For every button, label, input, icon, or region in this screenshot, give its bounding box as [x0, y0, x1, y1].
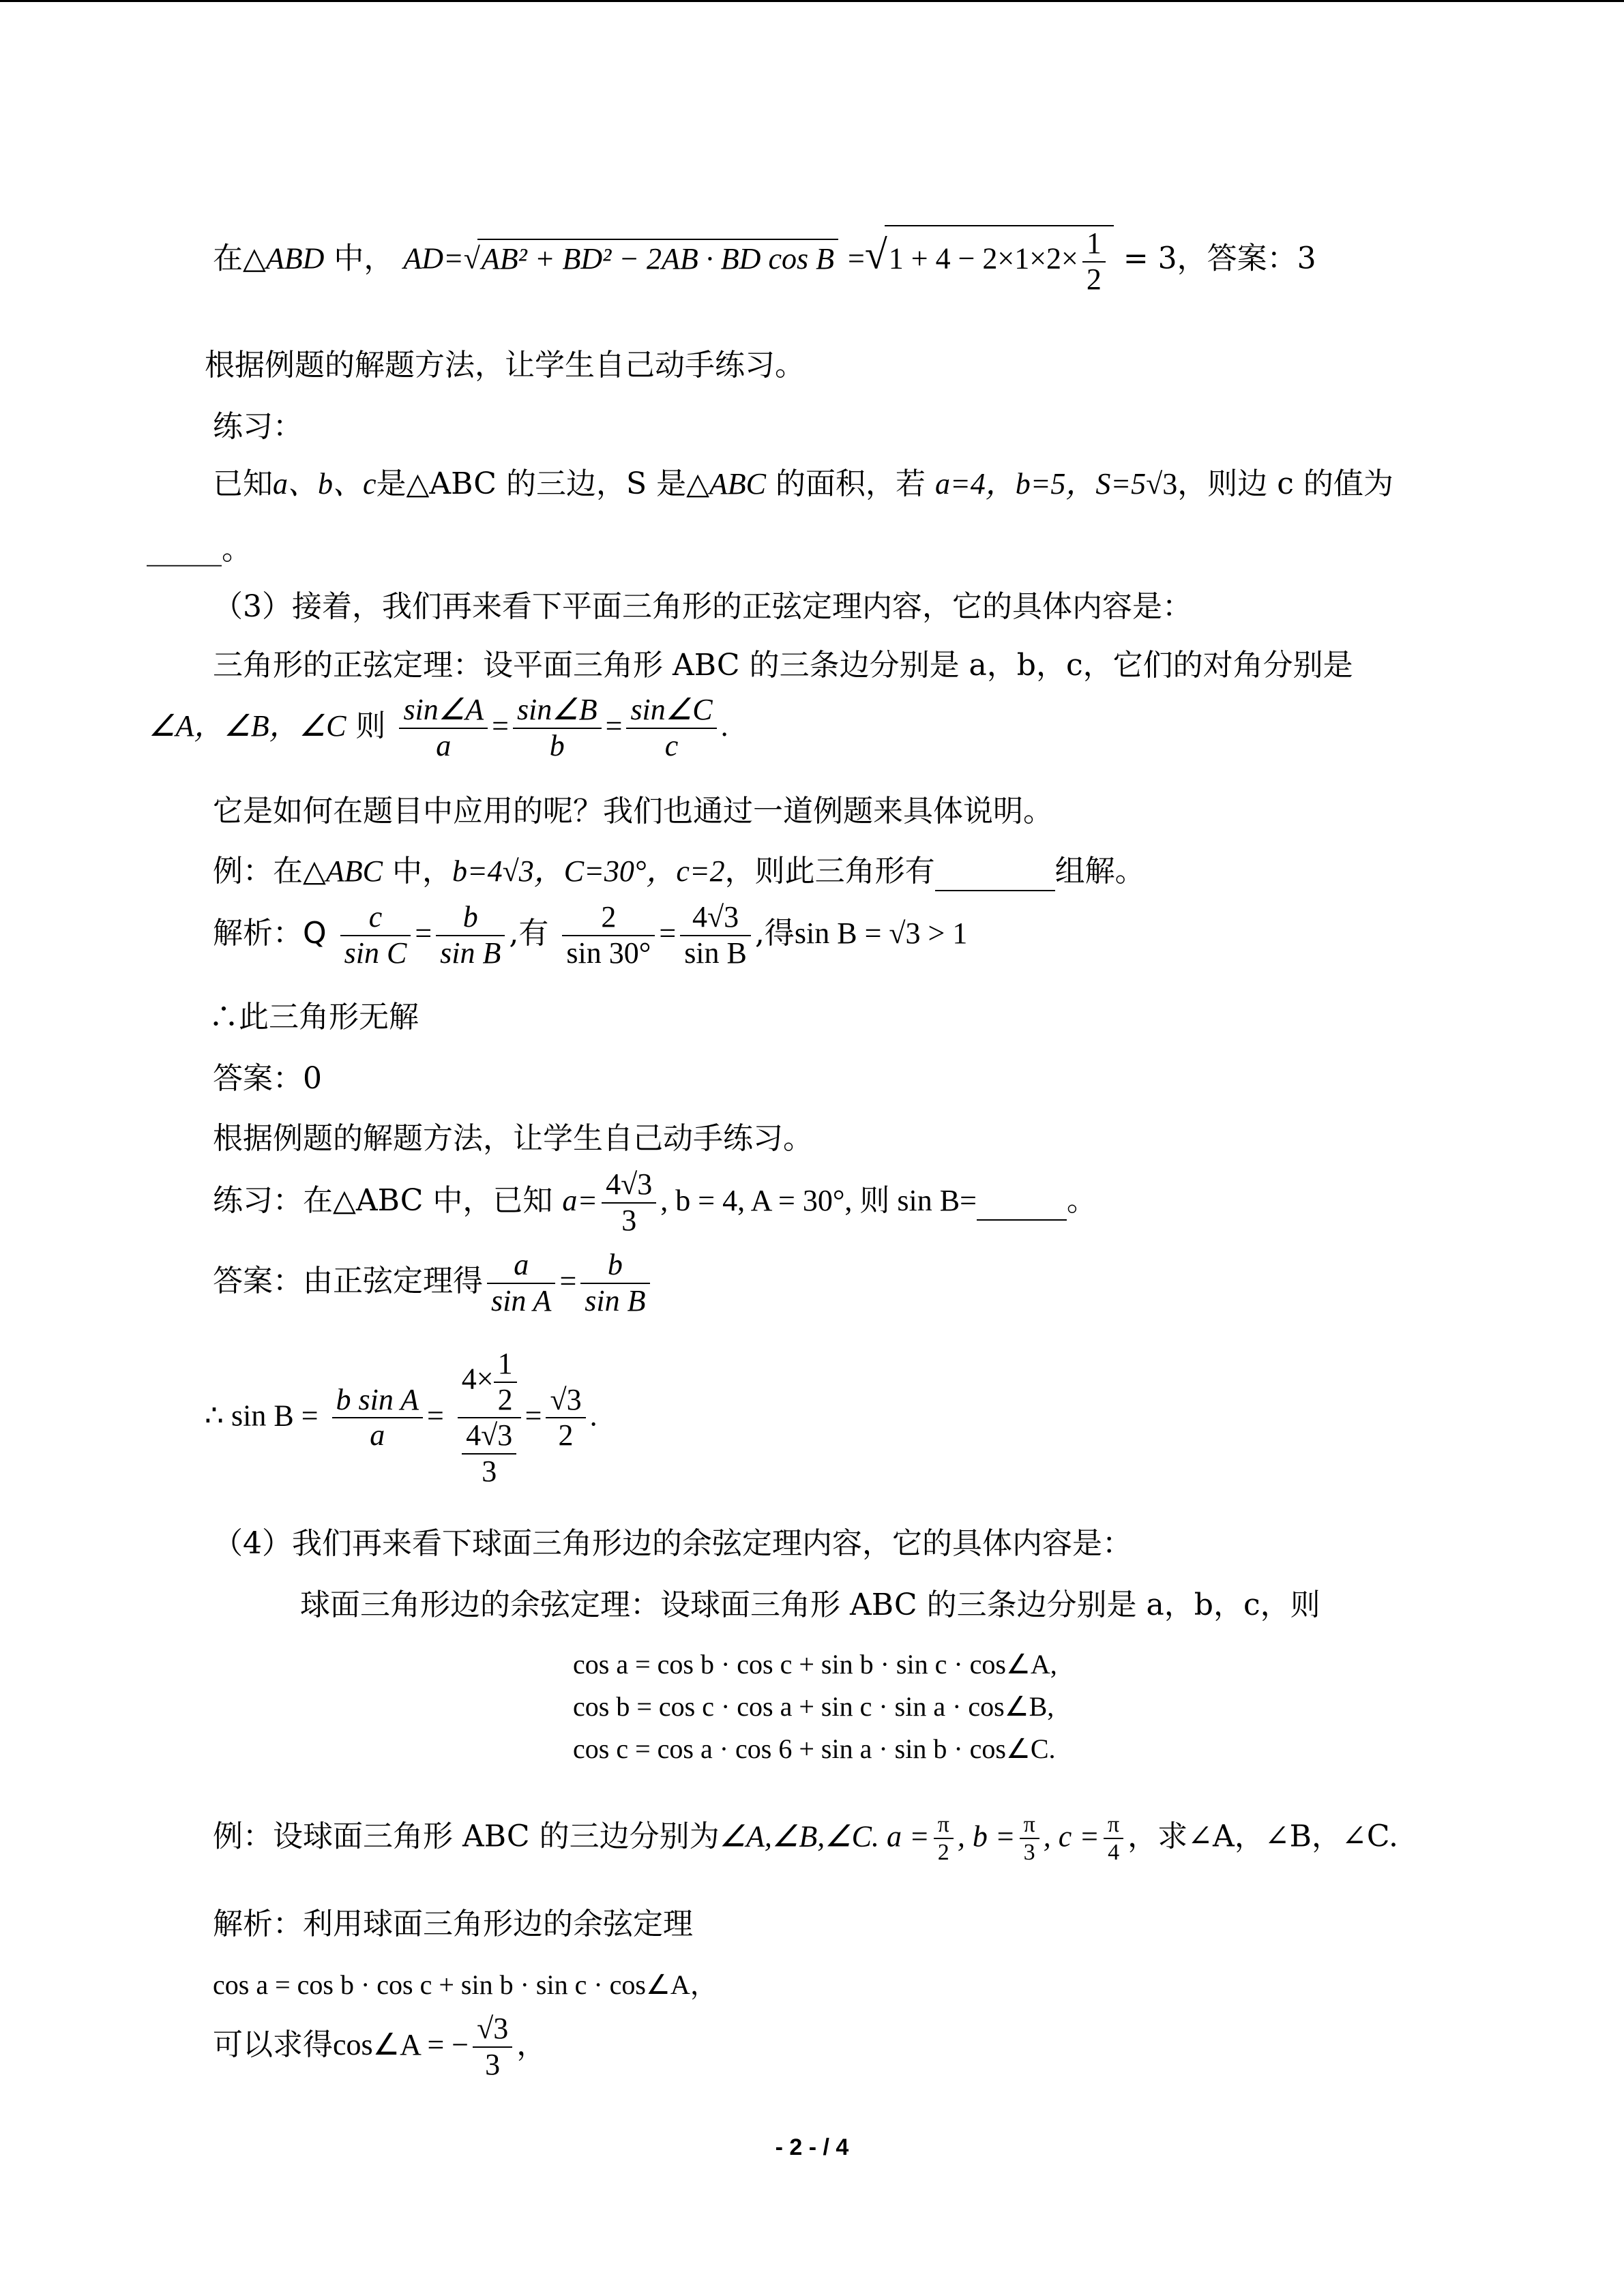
period: . [720, 709, 728, 743]
frac-num: a [487, 1248, 555, 1284]
frac-num: b [436, 900, 505, 936]
answer-text: = 3，答案：3 [1113, 241, 1316, 276]
frac-den: a [370, 1418, 385, 1452]
law-of-cosines-calc: 在△ABD 中， AD=√AB² + BD² − 2AB · BD cos B =√1 + 4 − 2×1×2× $\frac{1}{2}$ = 3，答案：3 [213, 226, 1316, 296]
frac-num: 4√3 [462, 1418, 516, 1455]
transition-text: 它是如何在题目中应用的呢？我们也通过一道例题来具体说明。 [213, 794, 1053, 829]
frac-den: b [549, 728, 565, 762]
frac-den: c [664, 728, 679, 762]
given-values: b=4√3，C=30°，c=2 [452, 854, 725, 888]
text: 组解。 [1054, 854, 1145, 889]
frac-num: sin∠C [626, 693, 716, 729]
frac-num: √3 [546, 1383, 585, 1419]
text: ,得 [754, 916, 795, 951]
text: 中， [382, 854, 452, 889]
frac-num: π [1020, 1811, 1039, 1839]
text: 中， [324, 241, 394, 276]
instruction-2: 根据例题的解题方法，让学生自己动手练习。 [213, 1121, 813, 1156]
practice-2 [213, 1167, 1097, 1238]
page-number: - 2 - / 4 [775, 2134, 849, 2160]
frac-num: π [1104, 1811, 1123, 1839]
a-label: a = [879, 1819, 930, 1853]
triangle-name: ABC [325, 854, 383, 888]
sqrt3: √3 [1146, 467, 1178, 501]
frac-num: sin∠B [513, 693, 602, 729]
law-of-sines-formula [149, 693, 728, 763]
text: ,有 [509, 916, 549, 951]
text: 例：设球面三角形 ABC 的三边分别为 [213, 1819, 720, 1854]
frac-den: sin B [684, 936, 747, 970]
radicand: AB² + BD² − 2AB · BD cos B [477, 239, 838, 278]
text: 可以求得 [213, 2027, 333, 2063]
frac-den: sin B [440, 936, 501, 970]
text: 例：在△ [213, 854, 326, 889]
text: 解析： [213, 916, 303, 951]
frac-num: 4√3 [602, 1167, 656, 1204]
frac-den: 2 [497, 1382, 513, 1416]
practice-2-answer [213, 1248, 654, 1318]
example-3-solution: 解析：利用球面三角形边的余弦定理 [213, 1907, 693, 1941]
because-symbol: Q [303, 916, 327, 951]
text: 已知 [213, 466, 273, 501]
therefore-sinb: ∴ sin B = [205, 1399, 319, 1433]
frac-num: 4√3 [680, 900, 751, 936]
spherical-cosine-statement: 球面三角形边的余弦定理：设球面三角形 ABC 的三条边分别是 a，b，c，则 [300, 1587, 1320, 1622]
example-3-equation: cos a = cos b · cos c + sin b · sin c · cos∠A， [213, 1969, 718, 2000]
triangle-name: ABD [265, 241, 325, 275]
angles: ∠A，∠B，∠C [149, 709, 346, 743]
half-den: 2 [1086, 262, 1102, 296]
equals: = [426, 1399, 444, 1433]
radicand-2-text: 1 + 4 − 2×1×2× [888, 241, 1078, 275]
text: ，求∠A，∠B，∠C. [1127, 1819, 1398, 1854]
given-values: a=4，b=5，S=5 [935, 467, 1147, 501]
text: 。 [1066, 1183, 1097, 1219]
frac-den: sin 30° [566, 936, 651, 970]
spherical-eq-1: cos a = cos b · cos c + sin b · sin c · cos∠A, [573, 1649, 1057, 1680]
equals: = [525, 1399, 542, 1433]
text: 的面积，若 [766, 466, 936, 501]
frac-den: 4 [1108, 1840, 1120, 1866]
spherical-eq-3: cos c = cos a · cos 6 + sin a · sin b · cos∠C. [573, 1733, 1056, 1764]
practice-1-question [213, 465, 1393, 503]
top-border [0, 0, 1624, 2]
conclusion: ∴此三角形无解 [209, 1000, 419, 1034]
frac-den: 3 [621, 1203, 637, 1237]
b-label: , b = [957, 1819, 1016, 1853]
frac-den: 3 [485, 2047, 501, 2081]
frac-den: 3 [1023, 1840, 1035, 1866]
half-num: 1 [1082, 226, 1106, 263]
practice-2-derivation [205, 1347, 597, 1489]
answer-2: 答案：0 [213, 1061, 322, 1096]
triangle-name: ABC [709, 467, 767, 501]
section-3-heading: （3）接着，我们再来看下平面三角形的正弦定理内容，它的具体内容是： [213, 589, 1192, 624]
example-2 [213, 852, 1145, 891]
frac-num: sin∠A [399, 693, 488, 729]
spherical-eq-2: cos b = cos c · cos a + sin c · sin a · cos∠B, [573, 1691, 1054, 1722]
law-of-sines-statement: 三角形的正弦定理：设平面三角形 ABC 的三条边分别是 a，b，c，它们的对角分别是 [213, 648, 1353, 683]
given-values: , b = 4, A = 30°, 则 sin B= [660, 1184, 977, 1218]
frac-num: c [340, 900, 411, 936]
angles: ∠A,∠B,∠C. [719, 1819, 880, 1853]
example-2-solution: 解析：Q $\frac{c}{\text{sin C}}$ = $\frac{b}{\text{sin B}}$ ,有 $\frac{2}{\sin 30^\circ}$ = $\frac{4√3}{\text{sin B}}$ ,得sin B = √3 > 1 [213, 900, 968, 970]
cos-a-expr: cos∠A = − [333, 2028, 469, 2062]
equals: = [847, 241, 865, 275]
frac-den: 2 [937, 1840, 949, 1866]
top-factor: 4× [461, 1362, 494, 1396]
frac-den: sin A [491, 1283, 552, 1317]
text: ， [516, 2027, 547, 2063]
frac-num: 1 [494, 1347, 517, 1383]
answer-blank [935, 852, 1055, 891]
equals: = [492, 709, 509, 743]
example-3 [213, 1811, 1398, 1866]
period: . [589, 1399, 597, 1433]
frac-den: 3 [482, 1454, 497, 1488]
a-label: a= [562, 1184, 598, 1218]
text: 练习：在△ABC 中，已知 [213, 1183, 563, 1219]
frac-den: sin B [585, 1283, 646, 1317]
text: 是△ABC 的三边，S 是△ [376, 466, 709, 501]
equals: = [559, 1264, 577, 1298]
text: ，则此三角形有 [724, 854, 935, 889]
practice-label-1: 练习： [213, 409, 303, 444]
answer-blank [977, 1182, 1067, 1221]
instruction-1: 根据例题的解题方法，让学生自己动手练习。 [205, 348, 805, 383]
radicand-2 [885, 225, 1114, 297]
frac-num: √3 [473, 2012, 512, 2048]
practice-1-blank: _____。 [147, 532, 252, 567]
section-4-heading: （4）我们再来看下球面三角形边的余弦定理内容，它的具体内容是： [213, 1526, 1132, 1561]
ad-label: AD= [403, 241, 464, 275]
frac-den: sin C [344, 936, 407, 970]
text: 则 [346, 709, 386, 744]
text: 答案：由正弦定理得 [213, 1264, 483, 1299]
frac-den: a [436, 728, 452, 762]
equals: = [605, 709, 623, 743]
c-label: , c = [1043, 1819, 1099, 1853]
frac-num: b sin A [332, 1383, 423, 1419]
frac-num: b [580, 1248, 649, 1284]
text: ，则边 c 的值为 [1177, 466, 1393, 501]
sides: a、b、c [273, 467, 377, 501]
compound-fraction [458, 1347, 521, 1489]
result: sin B = √3 > 1 [794, 916, 968, 951]
text: 在△ [213, 241, 266, 276]
example-3-result [213, 2012, 546, 2082]
frac-num: π [934, 1811, 954, 1839]
frac-num: 2 [562, 900, 655, 936]
frac-den: 2 [558, 1418, 574, 1452]
